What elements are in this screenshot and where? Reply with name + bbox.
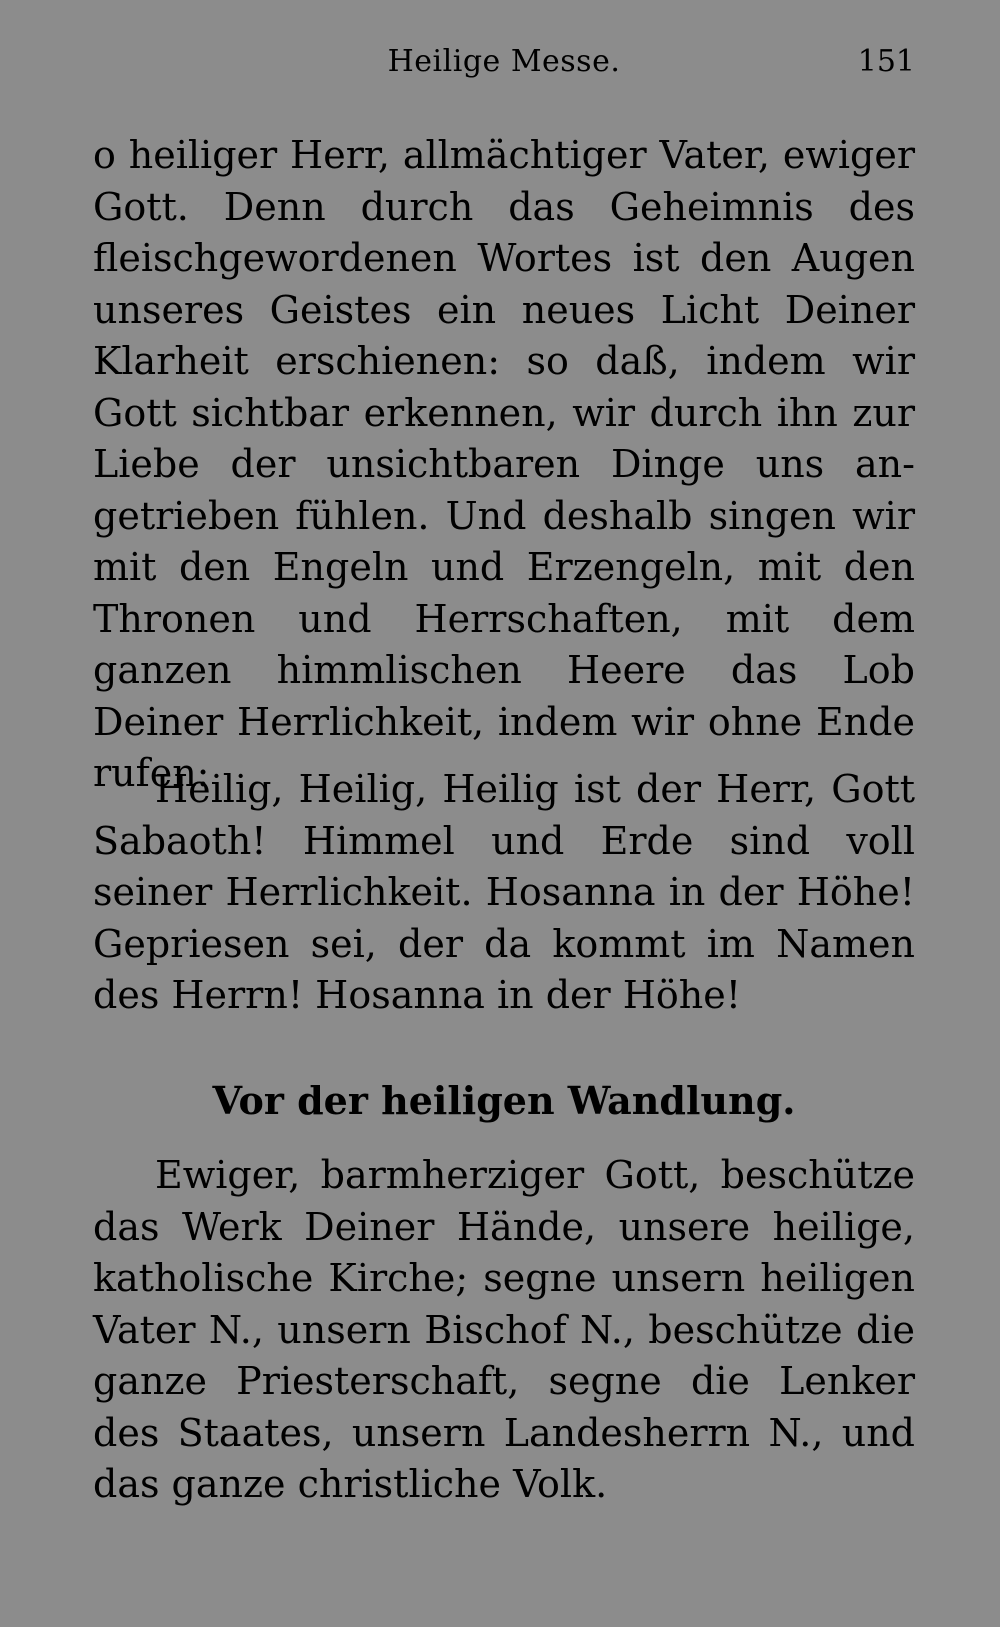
running-header	[93, 44, 915, 84]
paragraph-prayer: Ewiger, barmherziger Gott, beschütze das Werk Deiner Hände, unsere heilige, katholische Kirche; segne unsern heiligen Vater N., unsern Bischof N., beschütze die ganze Priesterschaft, segne die Lenker des Staates, unsern Landesherrn N., und das ganze christliche Volk.	[93, 1153, 915, 1506]
running-title: Heilige Messe.	[387, 44, 621, 79]
paragraph-sanctus: Heilig, Heilig, Heilig ist der Herr, Gott Sabaoth! Himmel und Erde sind voll seiner Herrlichkeit. Hosanna in der Höhe! Gepriesen sei, der da kommt im Namen des Herrn! Hosanna in der Höhe!	[93, 767, 915, 1017]
page-number: 151	[857, 44, 915, 79]
section-heading: Vor der heiligen Wandlung.	[212, 1078, 796, 1123]
paragraph-preface: o heiliger Herr, allmächtiger Vater, ewiger Gott. Denn durch das Geheimnis des fleischgewordenen Wortes ist den Augen unseres Geistes ein neues Licht Deiner Klarheit erschienen: so daß, indem wir Gott sichtbar erkennen, wir durch ihn zur Liebe der unsichtbaren Dinge uns angetrieben fühlen. Und deshalb singen wir mit den Engeln und Erzengeln, mit den Thronen und Herrschaften, mit dem ganzen himmlischen Heere das Lob Deiner Herrlichkeit, indem wir ohne Ende rufen:	[93, 133, 915, 795]
